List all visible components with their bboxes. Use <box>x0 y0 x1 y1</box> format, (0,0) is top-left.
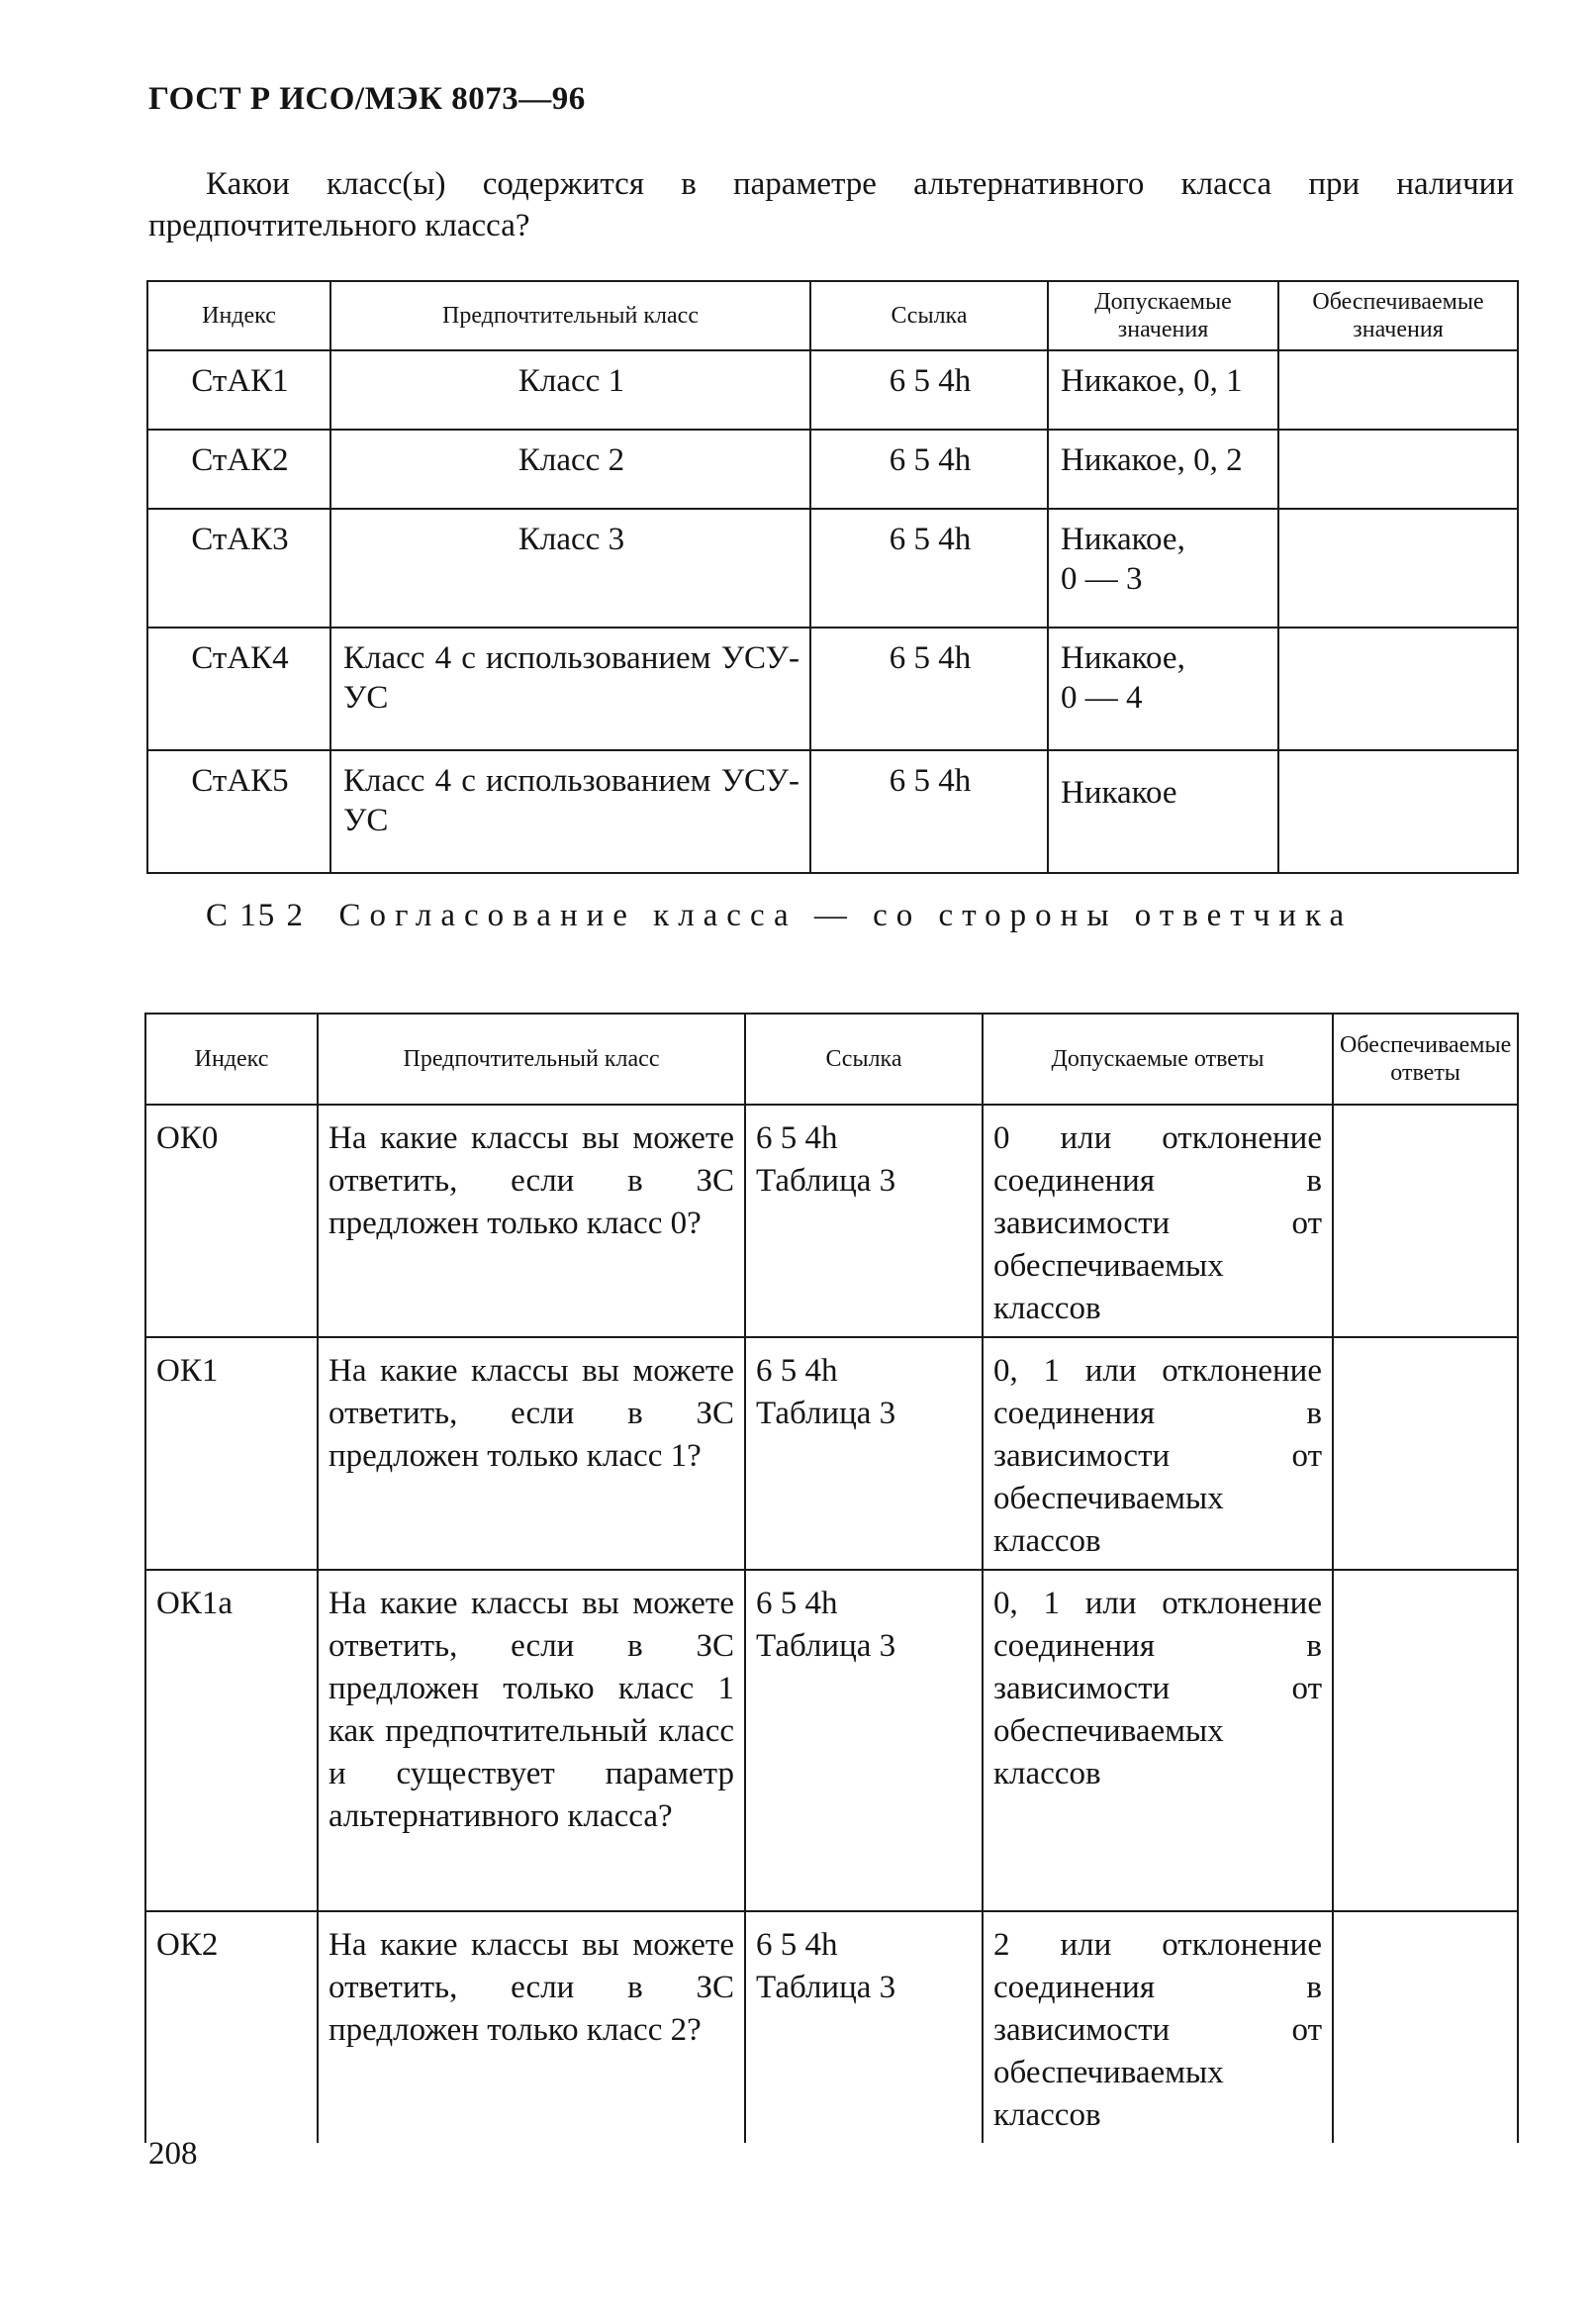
row-allowed-answers: 2 или отклонение соединения в зависимости от обеспечиваемых классов <box>983 1911 1333 2143</box>
document-header: ГОСТ Р ИСО/МЭК 8073—96 <box>148 81 586 117</box>
table-row <box>147 430 1518 509</box>
row-provided-answers <box>1333 1911 1518 2143</box>
row-reference <box>745 1911 983 2143</box>
row-provided-values <box>1278 628 1518 750</box>
class-negotiation-responder-table <box>144 1013 1519 2143</box>
reference-line-2: Таблица 3 <box>756 1970 896 2005</box>
row-index: СтАК4 <box>147 628 330 750</box>
allowed-line-1: Никакое, <box>1061 522 1185 557</box>
row-allowed-answers: 0 или отклонение соединения в зависимости от обеспечиваемых классов <box>983 1105 1333 1337</box>
row-reference: 6 5 4h <box>810 509 1048 628</box>
row-provided-answers <box>1333 1570 1518 1911</box>
alternative-class-table <box>146 280 1519 874</box>
reference-line-2: Таблица 3 <box>756 1163 896 1199</box>
reference-line-1: 6 5 4h <box>756 1120 838 1156</box>
allowed-line-2: 0 — 3 <box>1061 561 1143 597</box>
row-preferred-class: Класс 4 с использованием УСУ-УС <box>330 750 810 873</box>
row-preferred-class: Класс 1 <box>330 350 810 430</box>
row-index: ОК0 <box>145 1105 318 1337</box>
row-index: ОК1а <box>145 1570 318 1911</box>
row-index: СтАК2 <box>147 430 330 509</box>
allowed-line-1: Никакое, <box>1061 640 1185 676</box>
table-row <box>147 350 1518 430</box>
row-question: На какие классы вы можете ответить, если в ЗС предложен только класс 2? <box>318 1911 745 2143</box>
row-reference: 6 5 4h <box>810 750 1048 873</box>
table-header-row <box>145 1014 1518 1105</box>
header-allowed-answers: Допускаемые ответы <box>983 1014 1333 1105</box>
row-index: СтАК3 <box>147 509 330 628</box>
table-header-row <box>147 281 1518 350</box>
row-allowed-values <box>1048 350 1278 430</box>
header-provided-answers: Обеспечиваемые ответы <box>1333 1014 1518 1105</box>
row-index: СтАК1 <box>147 350 330 430</box>
row-allowed-values <box>1048 750 1278 873</box>
allowed-line-1: Никакое <box>1061 775 1177 811</box>
row-provided-values <box>1278 350 1518 430</box>
header-index: Индекс <box>147 281 330 350</box>
row-provided-answers <box>1333 1105 1518 1337</box>
reference-line-1: 6 5 4h <box>756 1353 838 1389</box>
allowed-line-1: Никакое, 0, 1 <box>1061 363 1243 399</box>
row-preferred-class: Класс 3 <box>330 509 810 628</box>
header-index: Индекс <box>145 1014 318 1105</box>
allowed-line-2: 0 — 4 <box>1061 680 1143 716</box>
row-provided-values <box>1278 430 1518 509</box>
reference-line-2: Таблица 3 <box>756 1396 896 1431</box>
row-allowed-answers: 0, 1 или отклонение соединения в зависимости от обеспечиваемых классов <box>983 1337 1333 1570</box>
table-row <box>145 1911 1518 2143</box>
row-question: На какие классы вы можете ответить, если в ЗС предложен только класс 1? <box>318 1337 745 1570</box>
row-allowed-values <box>1048 509 1278 628</box>
row-provided-answers <box>1333 1337 1518 1570</box>
table-row <box>147 628 1518 750</box>
header-reference: Ссылка <box>745 1014 983 1105</box>
header-preferred-class: Предпочтительный класс <box>330 281 810 350</box>
row-index: ОК1 <box>145 1337 318 1570</box>
table-row <box>145 1337 1518 1570</box>
header-preferred-class: Предпочтительный класс <box>318 1014 745 1105</box>
row-question: На какие классы вы можете ответить, если в ЗС предложен только класс 0? <box>318 1105 745 1337</box>
row-reference <box>745 1570 983 1911</box>
row-index: ОК2 <box>145 1911 318 2143</box>
row-preferred-class: Класс 4 с использованием УСУ-УС <box>330 628 810 750</box>
row-index: СтАК5 <box>147 750 330 873</box>
row-reference <box>745 1337 983 1570</box>
row-provided-values <box>1278 509 1518 628</box>
row-reference: 6 5 4h <box>810 430 1048 509</box>
section-title: Согласование класса — со стороны ответчика <box>338 898 1354 933</box>
reference-line-2: Таблица 3 <box>756 1628 896 1664</box>
row-reference <box>745 1105 983 1337</box>
reference-line-1: 6 5 4h <box>756 1927 838 1963</box>
row-allowed-answers: 0, 1 или отклонение соединения в зависимости от обеспечиваемых классов <box>983 1570 1333 1911</box>
header-provided-values: Обеспечиваемые значения <box>1278 281 1518 350</box>
question-text: Какои класс(ы) содержится в параметре альтернативного класса при наличии предпочтительного класса? <box>148 166 1514 243</box>
header-reference: Ссылка <box>810 281 1048 350</box>
row-reference: 6 5 4h <box>810 628 1048 750</box>
table-row <box>147 509 1518 628</box>
table-row <box>145 1105 1518 1337</box>
allowed-line-1: Никакое, 0, 2 <box>1061 442 1243 478</box>
header-allowed-values: Допускаемые значения <box>1048 281 1278 350</box>
row-allowed-values <box>1048 430 1278 509</box>
row-reference: 6 5 4h <box>810 350 1048 430</box>
row-question: На какие классы вы можете ответить, если в ЗС предложен только класс 1 как предпочтительный класс и существует параметр альтернативного класса? <box>318 1570 745 1911</box>
row-preferred-class: Класс 2 <box>330 430 810 509</box>
section-heading <box>148 896 1514 935</box>
row-allowed-values <box>1048 628 1278 750</box>
row-provided-values <box>1278 750 1518 873</box>
reference-line-1: 6 5 4h <box>756 1586 838 1621</box>
page-number: 208 <box>148 2136 198 2172</box>
table-row <box>145 1570 1518 1911</box>
section-number: С 15 2 <box>206 898 306 933</box>
table-row <box>147 750 1518 873</box>
